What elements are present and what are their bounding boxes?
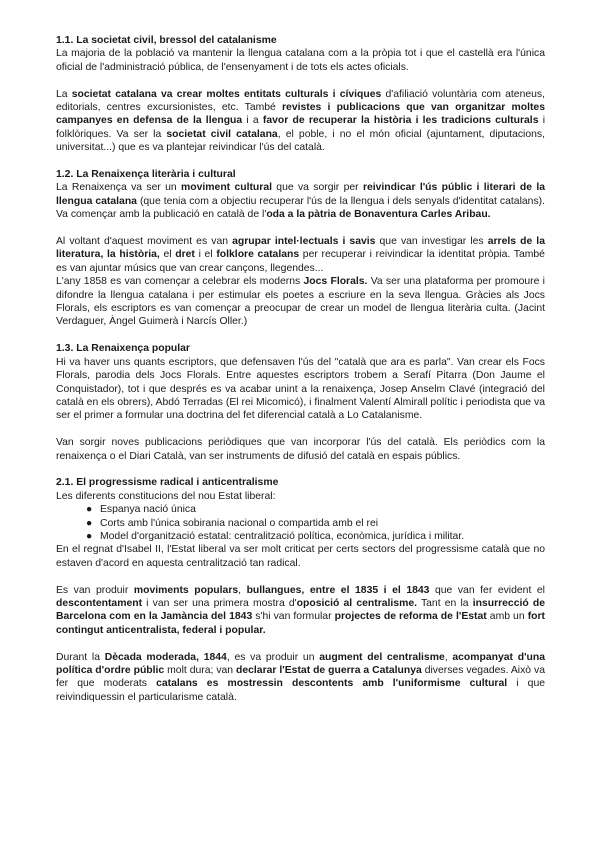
text-run: i van ser una primera mostra d' xyxy=(142,597,297,609)
text-run: el xyxy=(159,249,176,261)
paragraph: La majoria de la població va mantenir la llengua catalana com a la pròpia tot i que el castellà era l'única oficial de l'administració pública, de l'ensenyament i de tots els actes oficials. xyxy=(56,48,545,73)
text-run: d'afiliació voluntària com ateneus, editorials, centres excursionistes, etc. També xyxy=(56,88,545,114)
paragraph: Van sorgir noves publicacions periòdiques que van incorporar l'ús del català. Els periòdics com la renaixença o el Diari Català, van ser instruments de difusió del català en espais públics. xyxy=(56,437,545,462)
text-run: , el poble, i no el món oficial (ajuntament, diputacions, universitat...) que es va plantejar reivindicar l'ús del català. xyxy=(56,128,545,154)
bold-text: agrupar intel·lectuals i savis xyxy=(232,236,376,248)
bold-text: catalans es mostressin descontents amb l'uniformisme cultural xyxy=(156,678,508,690)
text-run: , es va produir un xyxy=(226,651,320,663)
text-run: que van fer evident el xyxy=(429,584,545,596)
text-run: i a xyxy=(242,115,263,127)
bold-text: insurrecció de Barcelona com en la Jamància del 1843 xyxy=(56,597,545,623)
paragraph xyxy=(56,275,545,329)
bold-text: moviments populars xyxy=(133,584,239,596)
bold-text: acompanyat d'una política d'ordre públic xyxy=(56,651,546,676)
text-run: Va ser una plataforma per promoure i difondre la llengua catalana i per estimular els poetes a escriure en la seva llengua. Gràcies als Jocs Florals, els escriptors es van començar a preocupar de crear un model de llengua literària culta. (Jacint Verdaguer, Àngel Guimerà i Narcís Oller.) xyxy=(56,276,545,328)
text-run: Es van produir xyxy=(56,584,134,596)
text-run: molt dura; van xyxy=(164,664,237,676)
paragraph xyxy=(56,235,545,275)
list-item: ● Corts amb l'única sobirania nacional o compartida amb el rei xyxy=(86,517,379,529)
bold-text: revistes i publicacions que van organitzar moltes campanyes en defensa de la llengua xyxy=(56,102,545,127)
bold-text: Jocs Florals. xyxy=(303,276,368,288)
paragraph xyxy=(56,651,545,705)
text-run: (que tenia com a objectiu recuperar l'ús de la llengua i dels senyals d'identitat catalans). Va començar amb la publicació en català de l' xyxy=(56,195,545,221)
text-run: diverses vegades. Això va fer que moderats xyxy=(56,664,545,690)
bold-text: societat catalana va crear moltes entitats culturals i cíviques xyxy=(71,88,382,100)
section-heading: 1.1. La societat civil, bressol del catalanisme xyxy=(56,35,277,46)
text-run: amb un xyxy=(486,611,528,623)
bold-text: augment del centralisme xyxy=(319,651,445,663)
text-run: Durant la xyxy=(56,651,105,663)
bold-text: Dècada moderada, 1844 xyxy=(104,651,227,663)
bullet-icon: ● xyxy=(86,530,93,542)
paragraph: En el regnat d'Isabel II, l'Estat liberal va ser molt criticat per certs sectors del progressisme català que no estaven d'acord en aquesta centralització tan radical. xyxy=(56,544,545,569)
bullet-icon: ● xyxy=(86,504,93,516)
bold-text: descontentament xyxy=(56,597,143,609)
paragraph xyxy=(56,584,545,638)
text-run: i que reivindiquessin el particularisme català. xyxy=(56,678,546,703)
bold-text: dret xyxy=(175,249,195,261)
bullet-icon: ● xyxy=(86,517,93,529)
list-item: ● Espanya nació única xyxy=(86,504,196,516)
paragraph xyxy=(56,88,545,155)
text-run: La Renaixença va ser un xyxy=(56,182,182,194)
text-run: s'hi van formular xyxy=(252,611,335,623)
list-item: ● Model d'organització estatal: centralització política, econòmica, jurídica i militar. xyxy=(86,530,465,542)
text-run: Tant en la xyxy=(417,597,473,609)
bold-text: moviment cultural xyxy=(181,182,272,194)
bold-text: declarar l'Estat de guerra a Catalunya xyxy=(236,664,422,676)
section-heading: 1.2. La Renaixença literària i cultural xyxy=(56,169,236,181)
bold-text: reivindicar l'ús públic i literari de la llengua catalana xyxy=(56,182,545,207)
text-run: L'any 1858 es van començar a celebrar els moderns xyxy=(56,276,304,288)
text-run: per recuperar i reivindicar la identitat pròpia. També es van ajuntar músics que van crear cançons, llegendes... xyxy=(56,249,545,274)
text-run: , xyxy=(444,651,453,663)
bold-text: arrels de la literatura, la història, xyxy=(56,236,545,261)
bold-text: favor de recuperar la història i les tradicions culturals xyxy=(262,115,539,127)
paragraph xyxy=(56,181,545,221)
text-run: i folklòriques. Va ser la xyxy=(56,115,545,140)
text-run: que va sorgir per xyxy=(271,182,363,194)
text-run: Al voltant d'aquest moviment es van xyxy=(56,236,233,248)
bold-text: bullangues, entre el 1835 i el 1843 xyxy=(246,584,430,596)
bold-text: oposició al centralisme. xyxy=(296,597,417,609)
bullet-list xyxy=(56,503,545,543)
bold-text: societat civil catalana xyxy=(166,128,278,140)
paragraph: Les diferents constitucions del nou Estat liberal: xyxy=(56,490,276,502)
section-heading: 2.1. El progressisme radical i anticentralisme xyxy=(56,477,279,489)
bold-text: fort contingut anticentralista, federal i popular. xyxy=(56,611,545,636)
text-run: i el xyxy=(194,249,217,261)
paragraph: Hi va haver uns quants escriptors, que defensaven l'ús del "català que ara es parla". Van crear els Focs Florals, parodia dels Jocs Florals. Entre aquestes escriptors trobem a Serafí Pitarra (Don Jaume el Conquistador), tot i que després es va acabar unint a la renaixença, Josep Anselm Clavé (integració del català en els obrers), Abdó Terradas (El rei Micomicó), i finalment Valentí Almirall polític i periodista que va ser el primer a formular una doctrina del fet diferencial català a Lo Catalanisme. xyxy=(56,356,545,422)
text-run: La xyxy=(56,88,72,100)
bold-text: projectes de reforma de l'Estat xyxy=(334,611,487,623)
text-run: , xyxy=(238,584,247,596)
bold-text: folklore catalans xyxy=(216,249,300,261)
section-heading: 1.3. La Renaixença popular xyxy=(56,343,190,355)
bold-text: oda a la pàtria de Bonaventura Carles Aribau. xyxy=(266,209,491,221)
text-run: que van investigar les xyxy=(375,236,488,248)
